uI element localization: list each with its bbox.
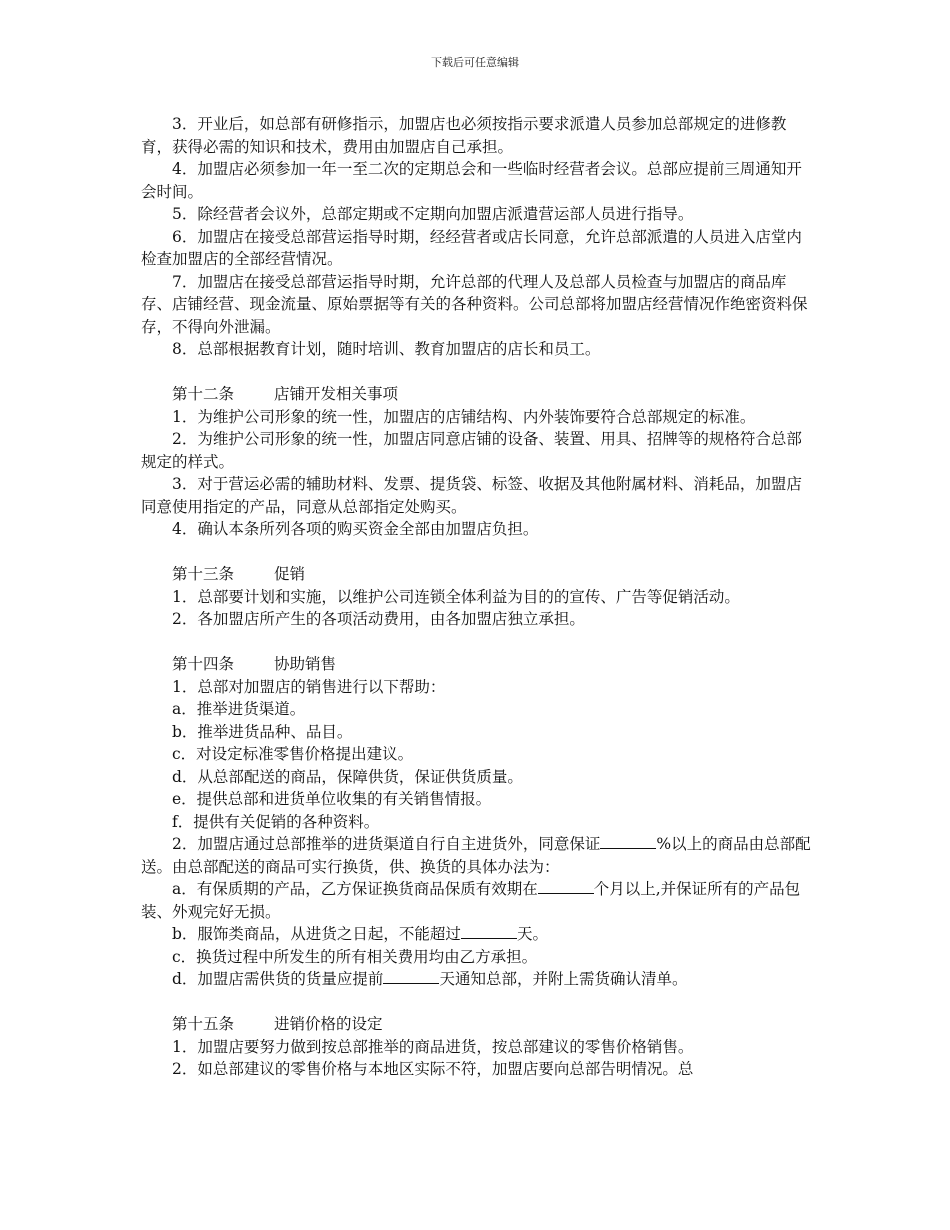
sub-item: d．加盟店需供货的货量应提前 天通知总部，并附上需货确认清单。 [172, 970, 688, 988]
blank-field [461, 924, 517, 939]
section-title: 促销 [274, 565, 306, 583]
section-number: 第十三条 [172, 565, 235, 583]
clause-item: 2．加盟店通过总部推举的进货渠道自行自主进货外，同意保证 %以上的商品由总部配送。由总部配送的商品可实行换货，供、换货的具体办法为： [141, 835, 811, 876]
clause-item: 5．除经营者会议外，总部定期或不定期向加盟店派遣营运部人员进行指导。 [172, 205, 694, 223]
page-header: 下载后可任意编辑 [431, 56, 519, 69]
sub-item: b．服饰类商品，从进货之日起，不能超过 天。 [172, 925, 548, 943]
sub-item: e．提供总部和进货单位收集的有关销售情报。 [172, 790, 492, 808]
section-heading-12 [141, 383, 813, 406]
blank-field [383, 969, 439, 984]
clause-item: 1．总部对加盟店的销售进行以下帮助： [172, 677, 446, 696]
document-body [141, 113, 813, 1081]
clause-item: 4．确认本条所列各项的购买资金全部由加盟店负担。 [172, 520, 539, 538]
clause-item: 4．加盟店必须参加一年一至二次的定期总会和一些临时经营者会议。总部应提前三周通知开会时间。 [141, 160, 802, 201]
section-number: 第十四条 [172, 655, 235, 673]
clause-item: 3．开业后，如总部有研修指示，加盟店也必须按指示要求派遣人员参加总部规定的进修教育，获得必需的知识和技术，费用由加盟店自己承担。 [141, 115, 787, 156]
sub-item: b．推举进货品种、品目。 [172, 722, 353, 741]
clause-item: 7．加盟店在接受总部营运指导时期，允许总部的代理人及总部人员检查与加盟店的商品库存、店铺经营、现金流量、原始票据等有关的各种资料。公司总部将加盟店经营情况作绝密资料保存，不得向外泄漏。 [141, 272, 808, 336]
clause-item: 1．为维护公司形象的统一性，加盟店的店铺结构、内外装饰要符合总部规定的标准。 [172, 407, 756, 426]
clause-item: 8．总部根据教育计划，随时培训、教育加盟店的店长和员工。 [172, 340, 601, 358]
clause-item: 1．加盟店要努力做到按总部推举的商品进货，按总部建议的零售价格销售。 [172, 1037, 694, 1056]
clause-item: 2．为维护公司形象的统一性，加盟店同意店铺的设备、装置、用具、招牌等的规格符合总部规定的样式。 [141, 430, 802, 471]
clause-item: 1．总部要计划和实施，以维护公司连锁全体利益为目的的宣传、广告等促销活动。 [172, 587, 740, 606]
sub-item: f．提供有关促销的各种资料。 [172, 812, 380, 831]
sub-item: d．从总部配送的商品，保障供货，保证供货质量。 [172, 767, 523, 786]
section-heading-13 [141, 563, 813, 586]
clause-item: 2．各加盟店所产生的各项活动费用，由各加盟店独立承担。 [172, 610, 585, 628]
section-heading-14 [141, 653, 813, 676]
section-title: 协助销售 [274, 655, 337, 673]
blank-field [600, 834, 656, 849]
section-title: 进销价格的设定 [274, 1015, 383, 1033]
clause-item: 3．对于营运必需的辅助材料、发票、提货袋、标签、收据及其他附属材料、消耗品，加盟店同意使用指定的产品，同意从总部指定处购买。 [141, 475, 802, 516]
section-heading-15 [141, 1013, 813, 1036]
sub-item: a．有保质期的产品，乙方保证换货商品保质有效期在 个月以上,并保证所有的产品包装、外观完好无损。 [141, 880, 801, 921]
blank-field [538, 879, 594, 894]
clause-item: 6．加盟店在接受总部营运指导时期，经经营者或店长同意，允许总部派遣的人员进入店堂内检查加盟店的全部经营情况。 [141, 227, 802, 268]
section-number: 第十五条 [172, 1015, 235, 1033]
sub-item: a．推举进货渠道。 [172, 700, 306, 718]
sub-item: c．对设定标准零售价格提出建议。 [172, 745, 414, 763]
clause-item: 2．如总部建议的零售价格与本地区实际不符，加盟店要向总部告明情况。总 [172, 1060, 694, 1078]
sub-item: c．换货过程中所发生的所有相关费用均由乙方承担。 [172, 947, 538, 966]
section-number: 第十二条 [172, 385, 235, 403]
section-title: 店铺开发相关事项 [274, 385, 399, 403]
